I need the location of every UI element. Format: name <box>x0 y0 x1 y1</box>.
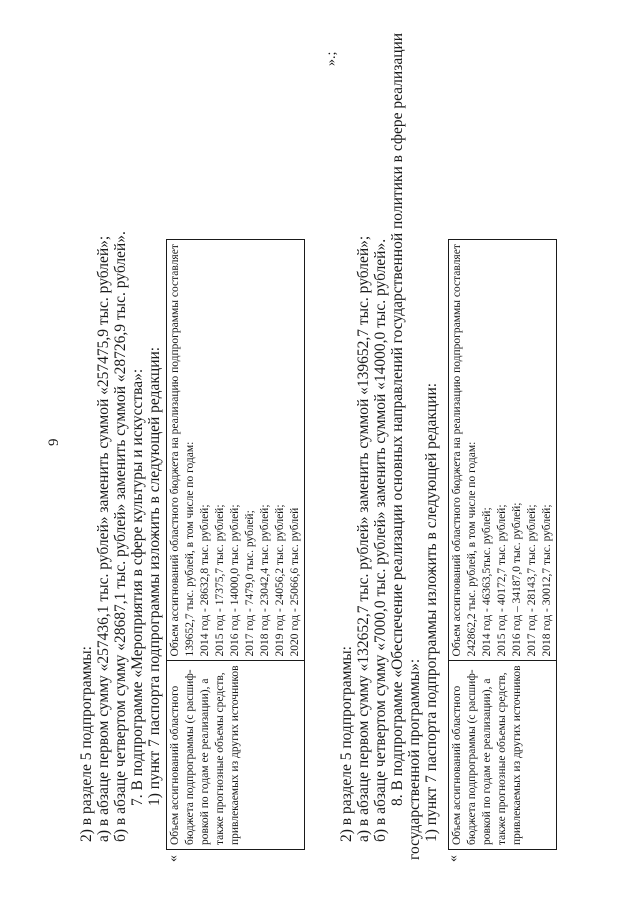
label-line: также прогнозные объемы средств, <box>496 672 508 845</box>
open-quote-1: « <box>166 855 181 862</box>
label-line: привлекаемых из других источников <box>229 665 241 845</box>
amendment-a-2: а) в абзаце первом сумму «132652,7 тыс. рублей» заменить суммой «139652,7 тыс. рублей»; <box>355 235 372 842</box>
section-5-heading-2: 2) в разделе 5 подпрограммы: <box>338 646 355 842</box>
value-line: 242862,2 тыс. рублей, в том числе по годам: <box>466 441 478 657</box>
value-line: 2018 год - 23042,4 тыс. рублей; <box>259 504 271 657</box>
funding-label-cell <box>449 661 557 850</box>
amendment-a-1: а) в абзаце первом сумму «257436,1 тыс. рублей» заменить суммой «257475,9 тыс. рублей»; <box>95 235 112 842</box>
value-line: 2017 год - 28143,7 тыс. рублей; <box>526 504 538 657</box>
passport-table-1 <box>166 239 305 850</box>
subprogram-7-heading: 7. В подпрограмме «Мероприятия в сфере культуры и искусства»: <box>129 368 146 806</box>
funding-label-cell <box>167 661 305 850</box>
amendment-b-2: б) в абзаце четвертом сумму «7000,0 тыс. рублей» заменить суммой «14000,0 тыс. рублей». <box>372 238 389 842</box>
value-line: 2014 год - 28632,8 тыс. рублей; <box>199 504 211 657</box>
label-line: привлекаемых из других источников <box>511 665 523 845</box>
passport-item-2: 1) пункт 7 паспорта подпрограммы изложить в следующей редакции: <box>423 382 440 842</box>
value-line: 2016 год - 14000,0 тыс. рублей; <box>229 504 241 657</box>
section-5-heading-1: 2) в разделе 5 подпрограммы: <box>78 646 95 842</box>
passport-item-1: 1) пункт 7 паспорта подпрограммы изложить в следующей редакции: <box>146 346 163 806</box>
funding-value-cell <box>449 240 557 661</box>
subprogram-8-heading-cont: государственной программы»: <box>406 658 423 860</box>
close-quote-1: ».; <box>324 51 339 66</box>
value-line: 2018 год - 30012,7 тыс. рублей; <box>541 504 553 657</box>
value-line: 2014 год - 46363,5тыс. рублей; <box>481 507 493 657</box>
table-row <box>167 240 305 850</box>
amendment-b-1: б) в абзаце четвертом сумму «28687,1 тыс. рублей» заменить суммой «28726,9 тыс. рублей». <box>112 231 129 842</box>
label-line: также прогнозные объемы средств, <box>214 672 226 845</box>
value-line: 2017 год - 7479,0 тыс. рублей; <box>244 510 256 657</box>
value-line: 2019 год - 24056,2 тыс. рублей; <box>274 504 286 657</box>
value-line: 2015 год - 17375,7 тыс. рублей; <box>214 504 226 657</box>
value-line: Объем ассигнований областного бюджета на реализацию подпрограммы составляет <box>451 244 463 657</box>
subprogram-8-heading: 8. В подпрограмме «Обеспечение реализации основных направлений государственной политики в сфере реализации <box>389 32 406 806</box>
label-line: Объем ассигнований областного <box>451 685 463 845</box>
value-line: Объем ассигнований областного бюджета на реализацию подпрограммы составляет <box>169 244 181 657</box>
label-line: Объем ассигнований областного <box>169 685 181 845</box>
page-number: 9 <box>46 438 62 446</box>
value-line: 2016 год – 34187,0 тыс. рублей; <box>511 502 523 657</box>
label-line: бюджета подпрограммы (с расшиф- <box>184 669 196 845</box>
value-line: 2020 год - 25066,6 тыс. рублей <box>289 507 301 657</box>
open-quote-2: « <box>446 855 461 862</box>
value-line: 139652,7 тыс. рублей, в том числе по годам: <box>184 441 196 657</box>
value-line: 2015 год - 40172,7 тыс. рублей; <box>496 504 508 657</box>
passport-table-2 <box>448 239 557 850</box>
rotated-content <box>38 32 603 862</box>
label-line: ровкой по годам ее реализации), а <box>481 678 493 845</box>
label-line: ровкой по годам ее реализации), а <box>199 678 211 845</box>
label-line: бюджета подпрограммы (с расшиф- <box>466 669 478 845</box>
table-row <box>449 240 557 850</box>
funding-value-cell <box>167 240 305 661</box>
